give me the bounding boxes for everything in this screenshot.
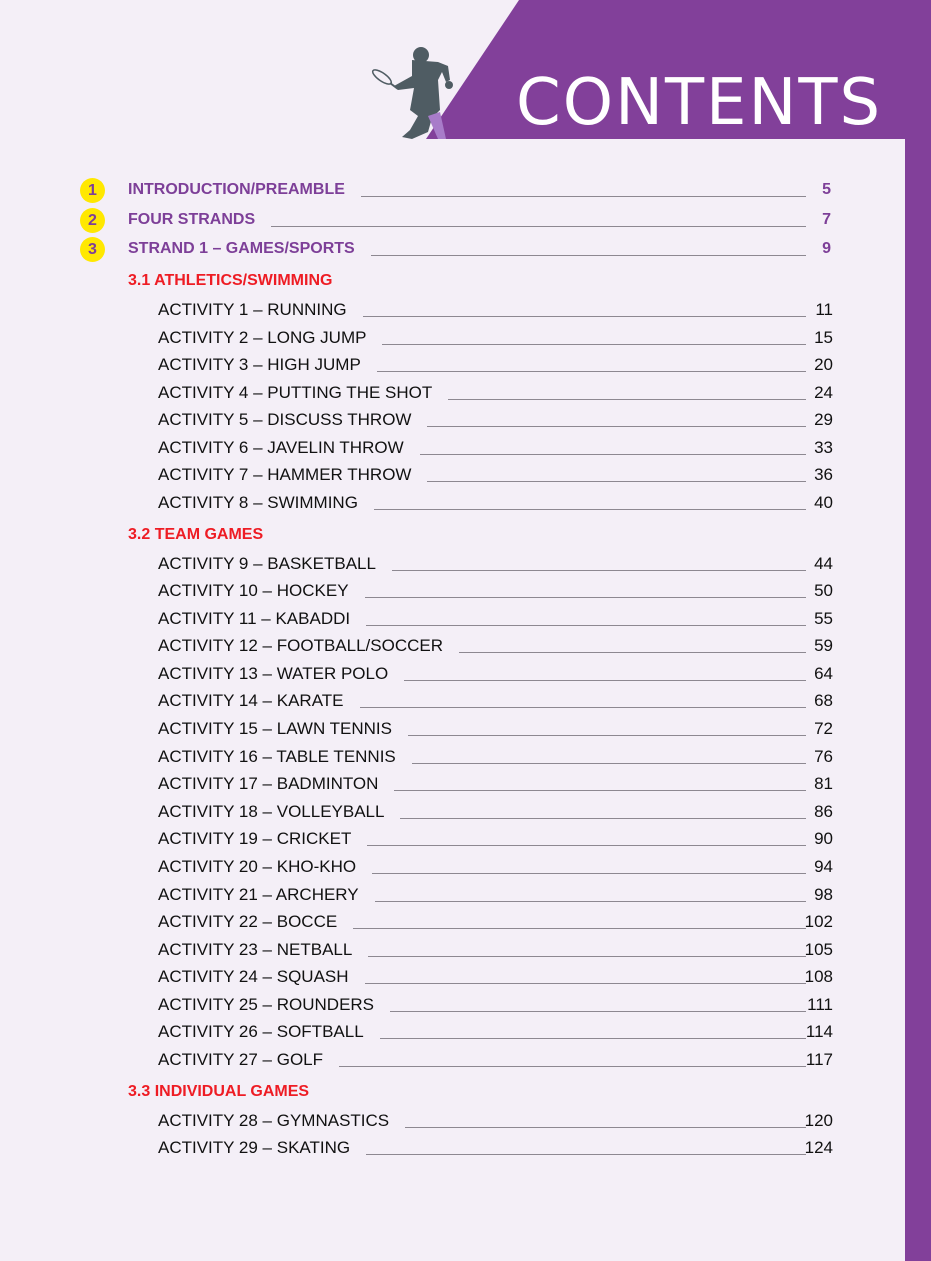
- toc-entry-label: ACTIVITY 10 – HOCKEY: [158, 581, 349, 601]
- page-number: 9: [822, 240, 831, 257]
- toc-entry[interactable]: [0, 462, 931, 488]
- toc-entry-label: ACTIVITY 4 – PUTTING THE SHOT: [158, 382, 433, 402]
- toc-entry[interactable]: [0, 1108, 931, 1134]
- toc-entry-label: ACTIVITY 25 – ROUNDERS: [158, 994, 375, 1014]
- page-number: 120: [804, 1110, 833, 1130]
- dot-leader-line: [361, 196, 806, 197]
- toc-entry-label: 3.2 TEAM GAMES: [128, 525, 264, 543]
- page-number: 105: [804, 939, 833, 959]
- toc-entry[interactable]: [0, 992, 931, 1018]
- tennis-racket-icon: [371, 67, 398, 89]
- toc-section-heading: [0, 522, 931, 548]
- toc-entry[interactable]: [0, 744, 931, 770]
- toc-entry-label: ACTIVITY 7 – HAMMER THROW: [158, 465, 412, 485]
- toc-entry[interactable]: [0, 606, 931, 632]
- toc-entry-label: ACTIVITY 22 – BOCCE: [158, 912, 338, 932]
- toc-entry-label: 3.1 ATHLETICS/SWIMMING: [128, 272, 333, 289]
- toc-entry-label: 3.3 INDIVIDUAL GAMES: [128, 1082, 310, 1100]
- page-number: 64: [814, 663, 833, 683]
- dot-leader-line: [366, 1154, 806, 1155]
- dot-leader-line: [372, 873, 806, 874]
- toc-entry-label: ACTIVITY 27 – GOLF: [158, 1050, 324, 1069]
- chapter-number-badge: 2: [80, 208, 105, 233]
- dot-leader-line: [392, 570, 806, 571]
- page-number: 72: [814, 719, 833, 739]
- toc-entry[interactable]: [0, 435, 931, 461]
- dot-leader-line: [448, 399, 806, 400]
- toc-entry[interactable]: [0, 937, 931, 963]
- page-number: 114: [805, 1022, 833, 1042]
- toc-entry[interactable]: [0, 352, 931, 378]
- dot-leader-line: [371, 255, 806, 256]
- toc-entry-label: ACTIVITY 29 – SKATING: [158, 1138, 351, 1158]
- toc-entry[interactable]: [0, 826, 931, 852]
- toc-entry-label: ACTIVITY 3 – HIGH JUMP: [158, 355, 361, 375]
- toc-entry-label: ACTIVITY 11 – KABADDI: [158, 608, 351, 628]
- page-number: 20: [814, 355, 833, 375]
- toc-entry-label: ACTIVITY 20 – KHO-KHO: [158, 856, 357, 876]
- toc-entry-label: ACTIVITY 15 – LAWN TENNIS: [158, 719, 392, 739]
- dot-leader-line: [365, 597, 806, 598]
- toc-entry-label: STRAND 1 – GAMES/SPORTS: [128, 240, 355, 257]
- toc-entry[interactable]: [0, 1135, 931, 1161]
- page-number: 7: [822, 211, 831, 228]
- toc-entry[interactable]: [0, 407, 931, 433]
- toc-entry[interactable]: [0, 771, 931, 797]
- dot-leader-line: [367, 845, 806, 846]
- page-number: 68: [814, 691, 833, 711]
- toc-entry-label: INTRODUCTION/PREAMBLE: [128, 181, 345, 198]
- toc-entry-label: FOUR STRANDS: [128, 211, 256, 228]
- toc-section-heading: [0, 1079, 931, 1105]
- dot-leader-line: [363, 316, 806, 317]
- page-number: 33: [814, 437, 833, 457]
- toc-entry[interactable]: [0, 1047, 931, 1073]
- dot-leader-line: [382, 344, 806, 345]
- toc-entry[interactable]: [0, 633, 931, 659]
- dot-leader-line: [459, 652, 806, 653]
- dot-leader-line: [374, 509, 806, 510]
- chapter-number-badge: 1: [80, 178, 105, 203]
- dot-leader-line: [412, 763, 806, 764]
- page-number: 117: [805, 1050, 833, 1069]
- page-number: 98: [814, 884, 833, 904]
- toc-entry-label: ACTIVITY 8 – SWIMMING: [158, 493, 358, 513]
- toc-entry[interactable]: [0, 854, 931, 880]
- toc-entry-label: ACTIVITY 6 – JAVELIN THROW: [158, 437, 404, 457]
- page-number: 94: [814, 856, 833, 876]
- toc-entry[interactable]: [0, 882, 931, 908]
- toc-entry-label: ACTIVITY 5 – DISCUSS THROW: [158, 410, 412, 430]
- page-number: 50: [814, 581, 833, 601]
- page-number: 44: [814, 553, 833, 573]
- toc-entry[interactable]: [0, 551, 931, 577]
- dot-leader-line: [366, 625, 806, 626]
- toc-entry[interactable]: [0, 236, 931, 262]
- page-number: 40: [814, 493, 833, 513]
- toc-entry-label: ACTIVITY 18 – VOLLEYBALL: [158, 801, 385, 821]
- page-number: 108: [804, 967, 833, 987]
- dot-leader-line: [404, 680, 806, 681]
- dot-leader-line: [365, 983, 806, 984]
- dot-leader-line: [368, 956, 806, 957]
- toc-entry-label: ACTIVITY 2 – LONG JUMP: [158, 327, 367, 347]
- toc-entry-label: ACTIVITY 28 – GYMNASTICS: [158, 1110, 390, 1130]
- toc-entry[interactable]: [0, 799, 931, 825]
- page-number: 15: [814, 327, 833, 347]
- toc-entry[interactable]: [0, 177, 931, 203]
- toc-entry[interactable]: [0, 661, 931, 687]
- toc-entry[interactable]: [0, 688, 931, 714]
- page-number: 102: [804, 912, 833, 932]
- toc-entry-label: ACTIVITY 9 – BASKETBALL: [158, 553, 376, 573]
- page-number: 81: [814, 774, 833, 794]
- dot-leader-line: [400, 818, 806, 819]
- toc-entry[interactable]: [0, 1019, 931, 1045]
- toc-entry[interactable]: [0, 380, 931, 406]
- page-number: 76: [814, 746, 833, 766]
- dot-leader-line: [427, 481, 806, 482]
- dot-leader-line: [420, 454, 806, 455]
- dot-leader-line: [353, 928, 806, 929]
- toc-entry-label: ACTIVITY 13 – WATER POLO: [158, 663, 389, 683]
- dot-leader-line: [427, 426, 806, 427]
- toc-entry[interactable]: [0, 490, 931, 516]
- toc-section-heading: [0, 268, 931, 294]
- toc-entry[interactable]: [0, 909, 931, 935]
- toc-entry-label: ACTIVITY 24 – SQUASH: [158, 967, 349, 987]
- page-number: 5: [822, 181, 831, 198]
- dot-leader-line: [394, 790, 806, 791]
- page-title: CONTENTS: [516, 66, 883, 140]
- toc-entry[interactable]: [0, 297, 931, 323]
- toc-entry-label: ACTIVITY 19 – CRICKET: [158, 829, 352, 849]
- page-number: 111: [807, 994, 833, 1014]
- dot-leader-line: [271, 226, 806, 227]
- toc-entry[interactable]: [0, 716, 931, 742]
- toc-entry[interactable]: [0, 964, 931, 990]
- toc-entry-label: ACTIVITY 1 – RUNNING: [158, 300, 347, 319]
- page-number: 11: [815, 300, 833, 319]
- page-number: 29: [814, 410, 833, 430]
- page-number: 36: [814, 465, 833, 485]
- page-number: 86: [814, 801, 833, 821]
- toc-entry-label: ACTIVITY 14 – KARATE: [158, 691, 344, 711]
- toc-entry-label: ACTIVITY 17 – BADMINTON: [158, 774, 379, 794]
- toc-entry-label: ACTIVITY 23 – NETBALL: [158, 939, 353, 959]
- toc-entry-label: ACTIVITY 26 – SOFTBALL: [158, 1022, 364, 1042]
- dot-leader-line: [390, 1011, 806, 1012]
- page-number: 59: [814, 636, 833, 656]
- dot-leader-line: [408, 735, 806, 736]
- page-number: 124: [804, 1138, 833, 1158]
- toc-entry-label: ACTIVITY 21 – ARCHERY: [158, 884, 359, 904]
- toc-entry-label: ACTIVITY 16 – TABLE TENNIS: [158, 746, 396, 766]
- chapter-number-badge: 3: [80, 237, 105, 262]
- dot-leader-line: [375, 901, 806, 902]
- toc-entry[interactable]: [0, 325, 931, 351]
- dot-leader-line: [360, 707, 806, 708]
- toc-entry[interactable]: [0, 207, 931, 233]
- page-number: 24: [814, 382, 833, 402]
- toc-entry-label: ACTIVITY 12 – FOOTBALL/SOCCER: [158, 636, 443, 656]
- page-number: 55: [814, 608, 833, 628]
- dot-leader-line: [405, 1127, 806, 1128]
- dot-leader-line: [380, 1038, 806, 1039]
- dot-leader-line: [377, 371, 806, 372]
- toc-entry[interactable]: [0, 578, 931, 604]
- page-number: 90: [814, 829, 833, 849]
- dot-leader-line: [339, 1066, 806, 1067]
